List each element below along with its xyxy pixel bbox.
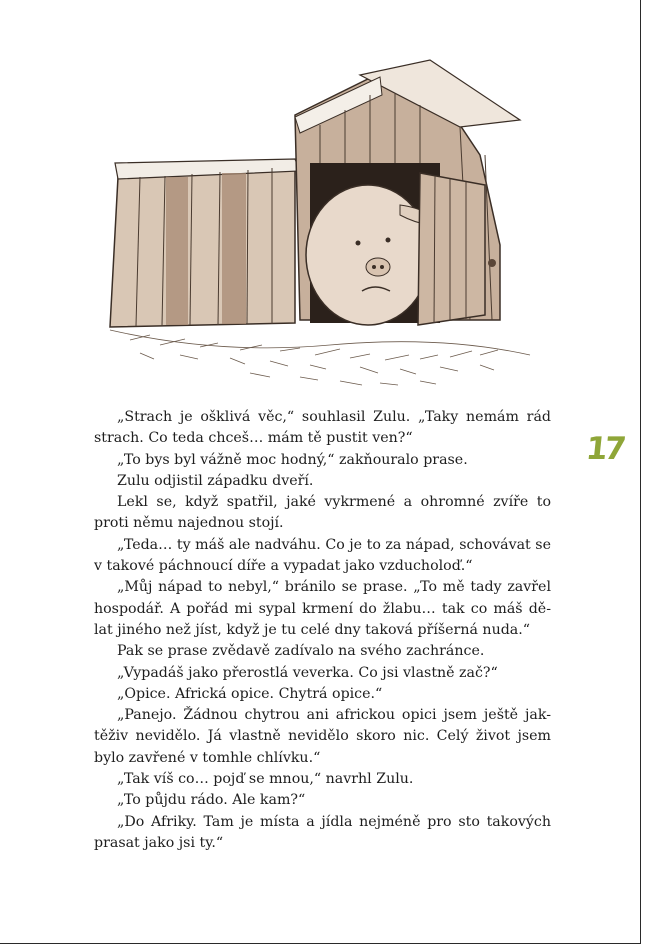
text-line: „Do Afriky. Tam je místa a jídla nejméně pro sto takových (117, 813, 551, 830)
text-line: proti němu najednou stojí. (94, 515, 284, 532)
text-line: „Teda… ty máš ale nadváhu. Co je to za nápad, schovávat se (117, 536, 551, 553)
text-line: Pak se prase zvědavě zadívalo na svého zachránce. (117, 643, 485, 660)
text-line: „Vypadáš jako přerostlá veverka. Co jsi vlastně zač?“ (117, 664, 498, 681)
text-line: „Můj nápad to nebyl,“ bránilo se prase. „To mě tady zavřel (117, 579, 551, 596)
text-line: Zulu odjistil západku dveří. (117, 472, 314, 489)
ground-straw (110, 330, 530, 385)
text-line: „Tak víš co… pojď se mnou,“ navrhl Zulu. (117, 771, 414, 788)
text-line: v takové páchnoucí díře a vypadat jako vzducholoď.“ (94, 558, 473, 575)
story-text (94, 407, 551, 854)
text-line: prasat jako jsi ty.“ (94, 834, 224, 851)
text-line: „Opice. Africká opice. Chytrá opice.“ (117, 685, 383, 702)
text-line: „To bys byl vážně moc hodný,“ zakňouralo prase. (117, 451, 468, 468)
text-line: Lekl se, když spatřil, jaké vykrmené a ohromné zvíře to (117, 494, 551, 511)
open-door (418, 173, 496, 325)
shed-left-wall (110, 159, 300, 327)
pigsty-illustration (100, 55, 540, 395)
text-line: „Panejo. Žádnou chytrou ani africkou opici jsem ještě jak- (117, 707, 551, 724)
text-line: bylo zavřené v tomhle chlívku.“ (94, 749, 321, 766)
pig (306, 185, 431, 325)
page-number: 17 (584, 431, 626, 467)
text-line: strach. Co teda chceš… mám tě pustit ven?“ (94, 430, 413, 447)
text-line: hospodář. A pořád mi sypal krmení do žlabu… tak co máš dě- (94, 600, 551, 617)
text-line: lat jiného než jíst, když je tu celé dny taková příšerná nuda.“ (94, 621, 531, 638)
text-line: těživ nevidělo. Já vlastně nevidělo skoro nic. Celý život jsem (94, 728, 551, 745)
text-line: „To půjdu rádo. Ale kam?“ (117, 792, 306, 809)
text-line: „Strach je ošklivá věc,“ souhlasil Zulu. „Taky nemám rád (117, 409, 551, 425)
